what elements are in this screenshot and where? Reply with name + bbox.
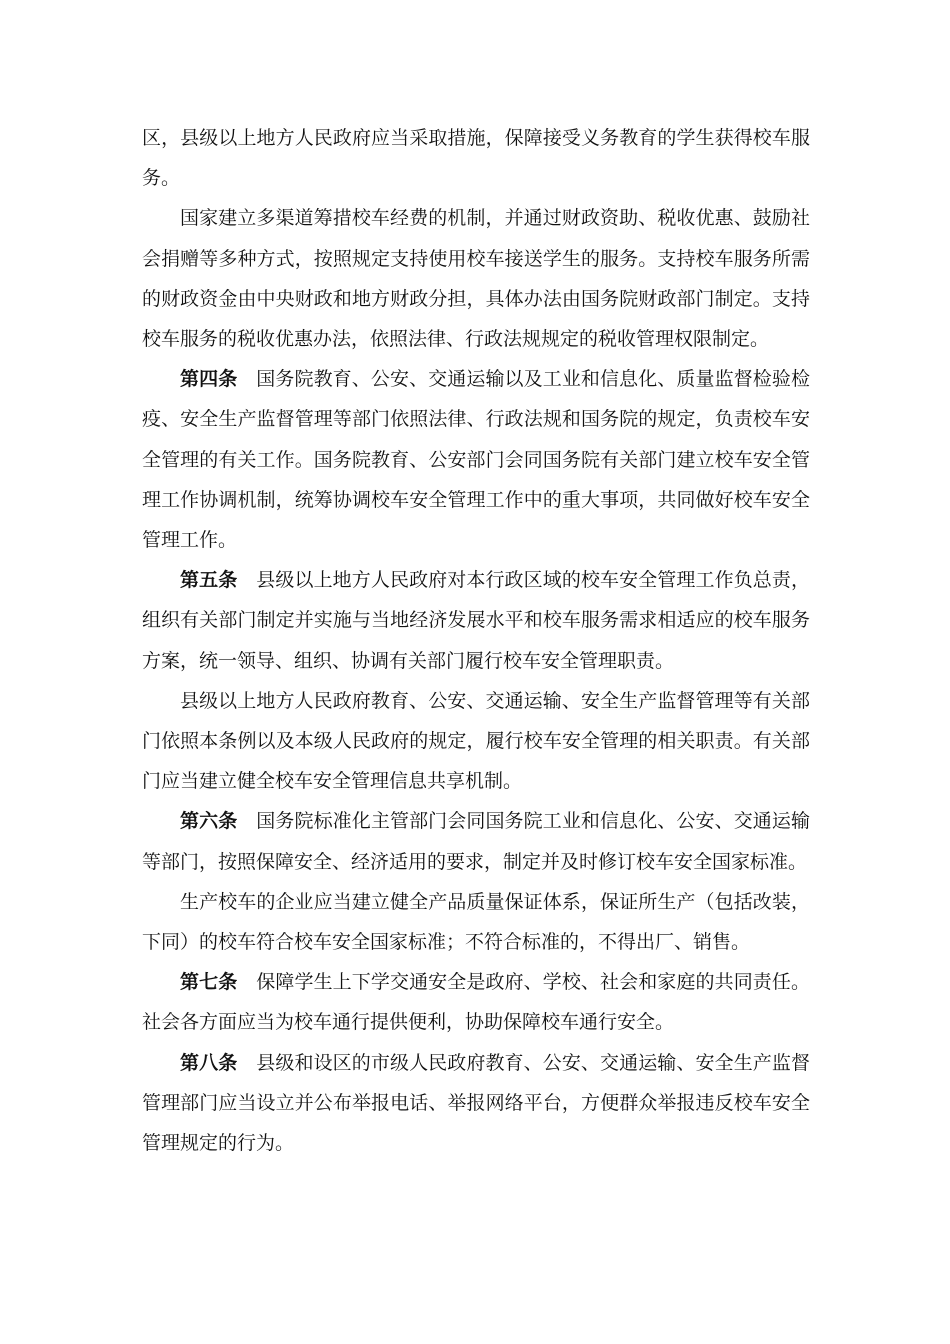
article-6-paragraph-2 bbox=[142, 882, 810, 962]
article-6 bbox=[142, 801, 810, 881]
paragraph-text: 保障学生上下学交通安全是政府、学校、社会和家庭的共同责任。社会各方面应当为校车通行提供便利，协助保障校车通行安全。 bbox=[142, 971, 810, 1034]
paragraph-text: 县级以上地方人民政府对本行政区域的校车安全管理工作负总责，组织有关部门制定并实施与当地经济发展水平和校车服务需求相适应的校车服务方案，统一领导、组织、协调有关部门履行校车安全管理职责。 bbox=[142, 569, 810, 672]
paragraph-text: 县级以上地方人民政府教育、公安、交通运输、安全生产监督管理等有关部门依照本条例以及本级人民政府的规定，履行校车安全管理的相关职责。有关部门应当建立健全校车安全管理信息共享机制。 bbox=[142, 689, 810, 793]
paragraph-text: 县级和设区的市级人民政府教育、公安、交通运输、安全生产监督管理部门应当设立并公布举报电话、举报网络平台，方便群众举报违反校车安全管理规定的行为。 bbox=[142, 1051, 810, 1155]
paragraph-text: 国务院标准化主管部门会同国务院工业和信息化、公安、交通运输等部门，按照保障安全、经济适用的要求，制定并及时修订校车安全国家标准。 bbox=[142, 810, 810, 873]
paragraph-text: 区，县级以上地方人民政府应当采取措施，保障接受义务教育的学生获得校车服务。 bbox=[142, 127, 810, 190]
paragraph-2 bbox=[142, 198, 810, 359]
paragraph-text: 国务院教育、公安、交通运输以及工业和信息化、质量监督检验检疫、安全生产监督管理等部门依照法律、行政法规和国务院的规定，负责校车安全管理的有关工作。国务院教育、公安部门会同国务院有关部门建立校车安全管理工作协调机制，统筹协调校车安全管理工作中的重大事项，共同做好校车安全管理工作。 bbox=[142, 368, 810, 552]
article-4 bbox=[142, 359, 810, 560]
article-5-paragraph-2 bbox=[142, 681, 810, 802]
document-body bbox=[142, 118, 810, 1163]
article-heading: 第八条 bbox=[180, 1051, 238, 1074]
article-7 bbox=[142, 962, 810, 1042]
article-heading: 第六条 bbox=[180, 810, 238, 833]
paragraph-1 bbox=[142, 118, 810, 198]
article-heading: 第五条 bbox=[180, 569, 238, 592]
article-5 bbox=[142, 560, 810, 681]
article-heading: 第四条 bbox=[180, 368, 238, 391]
article-heading: 第七条 bbox=[180, 971, 238, 994]
paragraph-text: 生产校车的企业应当建立健全产品质量保证体系，保证所生产（包括改装，下同）的校车符合校车安全国家标准；不符合标准的，不得出厂、销售。 bbox=[142, 890, 810, 954]
paragraph-text: 国家建立多渠道筹措校车经费的机制，并通过财政资助、税收优惠、鼓励社会捐赠等多种方式，按照规定支持使用校车接送学生的服务。支持校车服务所需的财政资金由中央财政和地方财政分担，具体办法由国务院财政部门制定。支持校车服务的税收优惠办法，依照法律、行政法规规定的税收管理权限制定。 bbox=[142, 207, 810, 351]
article-8 bbox=[142, 1043, 810, 1164]
